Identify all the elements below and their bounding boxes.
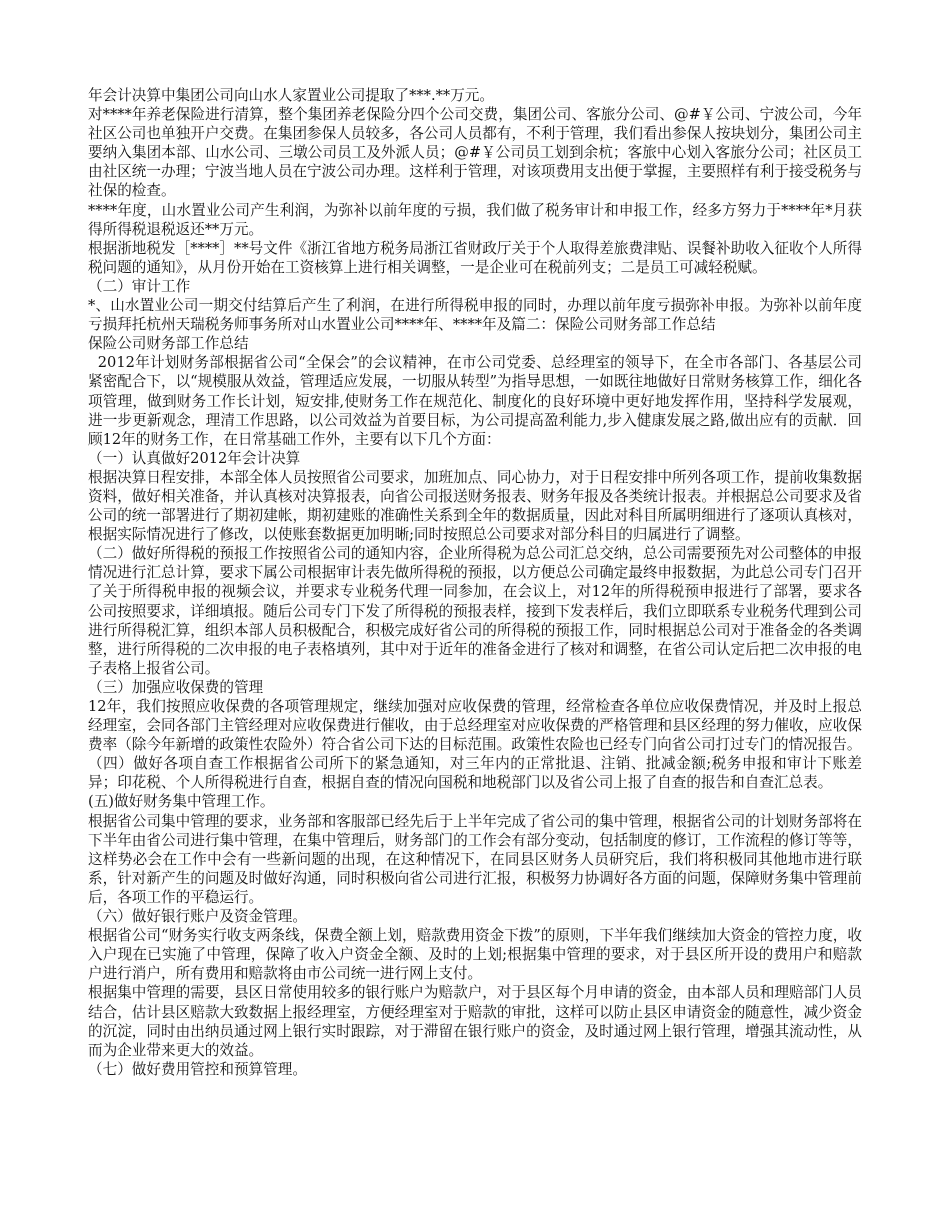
paragraph: 2012年计划财务部根据省公司“全保会”的会议精神，在市公司党委、总经理室的领导下，在全市各部门、各基层公司紧密配合下，以“规模服从效益，管理适应发展，一切服从转型”为指导思想，一如既往地做好日常财务核算工作，细化各项管理，做到财务工作长计划，短安排,使财务工作在规范化、制度化的良好环境中更好地发挥作用，坚持科学发展观，进一步更新观念，理清工作思路，以公司效益为首要目标，为公司提高盈利能力,步入健康发展之路,做出应有的贡献．回顾12年的财务工作，在日常基础工作外，主要有以下几个方面：	[88, 354, 862, 448]
paragraph: （二）做好所得税的预报工作按照省公司的通知内容，企业所得税为总公司汇总交纳，总公司需要预先对公司整体的申报情况进行汇总计算，要求下属公司根据审计表先做所得税的预报，以方便总公司确定最终申报数据，为此总公司专门召开了关于所得税申报的视频会议，并要求专业税务代理一同参加，在会议上，对12年的所得税预申报进行了部署，要求各公司按照要求，详细填报。随后公司专门下发了所得税的预报表样，接到下发表样后，我们立即联系专业税务代理到公司进行所得税汇算，组织本部人员积极配合，积极完成好省公司的所得税的预报工作，同时根据总公司对于准备金的各类调整，进行所得税的二次申报的电子表格填列，其中对于近年的准备金进行了核对和调整，在省公司认定后把二次申报的电子表格上报省公司。	[88, 545, 862, 677]
section-heading-one: （一）认真做好2012年会计决算	[88, 449, 301, 467]
paragraph: 根据省公司“财务实行收支两条线，保费全额上划，赔款费用资金下拨”的原则，下半年我们继续加大资金的管控力度，收入户现在已实施了中管理，保障了收入户资金全额、及时的上划;根据集中管理的要求，对于县区所开设的费用户和赔款户进行消户，所有费用和赔款将由市公司统一进行网上支付。	[88, 927, 862, 983]
paragraph: 根据决算日程安排，本部全体人员按照省公司要求，加班加点、同心协力，对于日程安排中所列各项工作，提前收集数据资料，做好相关准备，并认真核对决算报表，向省公司报送财务报表、财务年报及各类统计报表。并根据总公司要求及省公司的统一部署进行了期初建帐，期初建账的准确性关系到全年的数据质量，因此对科目所属明细进行了逐项认真核对，根据实际情况进行了修改，以使账套数据更加明晰;同时按照总公司要求对部分科目的归属进行了调整。	[88, 468, 862, 544]
paragraph: 12年，我们按照应收保费的各项管理规定，继续加强对应收保费的管理，经常检查各单位应收保费情况，并及时上报总经理室，会同各部门主管经理对应收保费进行催收，由于总经理室对应收保费的严格管理和县区经理的努力催收，应收保费率（除今年新增的政策性农险外）符合省公司下达的目标范围。政策性农险也已经专门向省公司打过专门的情况报告。	[88, 698, 862, 754]
section-heading-seven: （七）做好费用管控和预算管理。	[88, 1060, 307, 1078]
document-title-insurance-finance-summary: 保险公司财务部工作总结	[88, 335, 249, 353]
paragraph: 对****年养老保险进行清算，整个集团养老保险分四个公司交费，集团公司、客旅分公司、@#￥公司、宁波公司，今年社区公司也单独开户交费。在集团参保人员较多，各公司人员都有，不利于管理，我们看出参保人按块划分，集团公司主要纳入集团本部、山水公司、三墩公司员工及外派人员；@#￥公司员工划到余杭；客旅中心划入客旅分公司；社区员工由社区统一办理；宁波当地人员在宁波公司办理。这样利于管理，对该项费用支出便于掌握，主要照样有利于接受税务与社保的检查。	[88, 106, 862, 200]
paragraph: ****年度，山水置业公司产生利润，为弥补以前年度的亏损，我们做了税务审计和申报工作，经多方努力于****年*月获得所得税退税返还**万元。	[88, 201, 862, 238]
section-heading-six: （六）做好银行账户及资金管理。	[88, 908, 307, 926]
paragraph: （四）做好各项自查工作根据省公司所下的紧急通知，对三年内的正常批退、注销、批减金额;税务申报和审计下账差异；印花税、个人所得税进行自查，根据自查的情况向国税和地税部门以及省公司上报了自查的报告和自查汇总表。	[88, 755, 862, 792]
paragraph: *、山水置业公司一期交付结算后产生了利润，在进行所得税申报的同时，办理以前年度亏损弥补申报。为弥补以前年度亏损拜托杭州天瑞税务师事务所对山水置业公司****年、****年及篇二：保险公司财务部工作总结	[88, 297, 862, 334]
paragraph: 根据省公司集中管理的要求，业务部和客服部已经先后于上半年完成了省公司的集中管理，根据省公司的计划财务部将在下半年由省公司进行集中管理，在集中管理后，财务部门的工作会有部分变动，包括制度的修订，工作流程的修订等等，这样势必会在工作中会有一些新问题的出现，在这种情况下，在同县区财务人员研究后，我们将积极同其他地市进行联系，针对新产生的问题及时做好沟通，同时积极向省公司进行汇报，积极努力协调好各方面的问题，保障财务集中管理前后，各项工作的平稳运行。	[88, 812, 862, 906]
paragraph: 根据集中管理的需要，县区日常使用较多的银行账户为赔款户，对于县区每个月申请的资金，由本部人员和理赔部门人员结合，估计县区赔款大致数据上报经理室，方便经理室对于赔款的审批，这样可以防止县区申请资金的随意性，减少资金的沉淀，同时由出纳员通过网上银行实时跟踪，对于滞留在银行账户的资金，及时通过网上银行管理，增强其流动性，从而为企业带来更大的效益。	[88, 984, 862, 1059]
document-body	[88, 86, 862, 1079]
paragraph: 年会计决算中集团公司向山水人家置业公司提取了***.**万元。	[88, 87, 494, 104]
section-heading-three: （三）加强应收保费的管理	[88, 678, 264, 696]
paragraph: 根据浙地税发［****］**号文件《浙江省地方税务局浙江省财政厅关于个人取得差旅费津贴、误餐补助收入征收个人所得税问题的通知》，从月份开始在工资核算上进行相关调整，一是企业可在税前列支；二是员工可减轻税赋。	[88, 239, 862, 276]
section-heading-five: (五)做好财务集中管理工作。	[88, 793, 275, 811]
section-heading-audit-work: （二）审计工作	[88, 277, 191, 295]
